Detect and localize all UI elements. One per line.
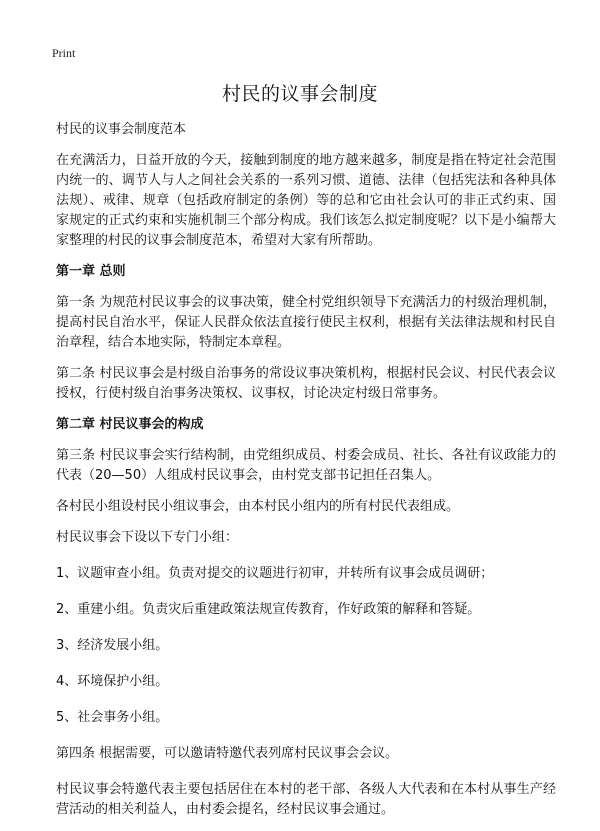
document-body <box>56 120 556 831</box>
group-item-3: 3、经济发展小组。 <box>56 638 169 653</box>
print-link[interactable]: Print <box>52 46 76 60</box>
group-item-2: 2、重建小组。负责灾后重建政策法规宣传教育，作好政策的解释和答疑。 <box>56 602 481 617</box>
intro-paragraph: 在充满活力，日益开放的今天，接触到制度的地方越来越多，制度是指在特定社会范围内统一的、调节人与人之间社会关系的一系列习惯、道德、法律（包括宪法和各种具体法规）、戒律、规章（包括政府制定的条例）等的总和它由社会认可的非正式约束、国家规定的正式约束和实施机制三个部分构成。我们该怎么拟定制度呢？以下是小编帮大家整理的村民的议事会制度范本，希望对大家有所帮助。 <box>56 153 556 248</box>
article-2: 第二条 村民议事会是村级自治事务的常设议事决策机构，根据村民会议、村民代表会议授权，行使村级自治事务决策权、议事权，讨论决定村级日常事务。 <box>56 366 556 401</box>
article-4: 第四条 根据需要，可以邀请特邀代表列席村民议事会会议。 <box>56 746 399 761</box>
groups-intro: 村民议事会下设以下专门小组： <box>56 530 239 545</box>
special-representatives: 村民议事会特邀代表主要包括居住在本村的老干部、各级人大代表和在本村从事生产经营活动的相关利益人，由村委会提名，经村民议事会通过。 <box>56 782 556 817</box>
chapter-2-heading: 第二章 村民议事会的构成 <box>56 417 204 432</box>
group-note: 各村民小组设村民小组议事会，由本村民小组内的所有村民代表组成。 <box>56 499 460 514</box>
chapter-1-heading: 第一章 总则 <box>56 264 126 279</box>
group-item-1: 1、议题审查小组。负责对提交的议题进行初审，并转所有议事会成员调研； <box>56 566 494 581</box>
document-title: 村民的议事会制度 <box>221 83 378 105</box>
group-item-4: 4、环境保护小组。 <box>56 674 169 689</box>
document-subtitle: 村民的议事会制度范本 <box>56 122 187 137</box>
group-item-5: 5、社会事务小组。 <box>56 710 169 725</box>
article-3: 第三条 村民议事会实行结构制，由党组织成员、村委会成员、社长、各社有议政能力的代表（20—50）人组成村民议事会，由村党支部书记担任召集人。 <box>56 448 556 483</box>
article-1: 第一条 为规范村民议事会的议事决策，健全村党组织领导下充满活力的村级治理机制，提高村民自治水平，保证人民群众依法直接行使民主权利，根据有关法律法规和村民自治章程，结合本地实际，特制定本章程。 <box>56 295 556 350</box>
